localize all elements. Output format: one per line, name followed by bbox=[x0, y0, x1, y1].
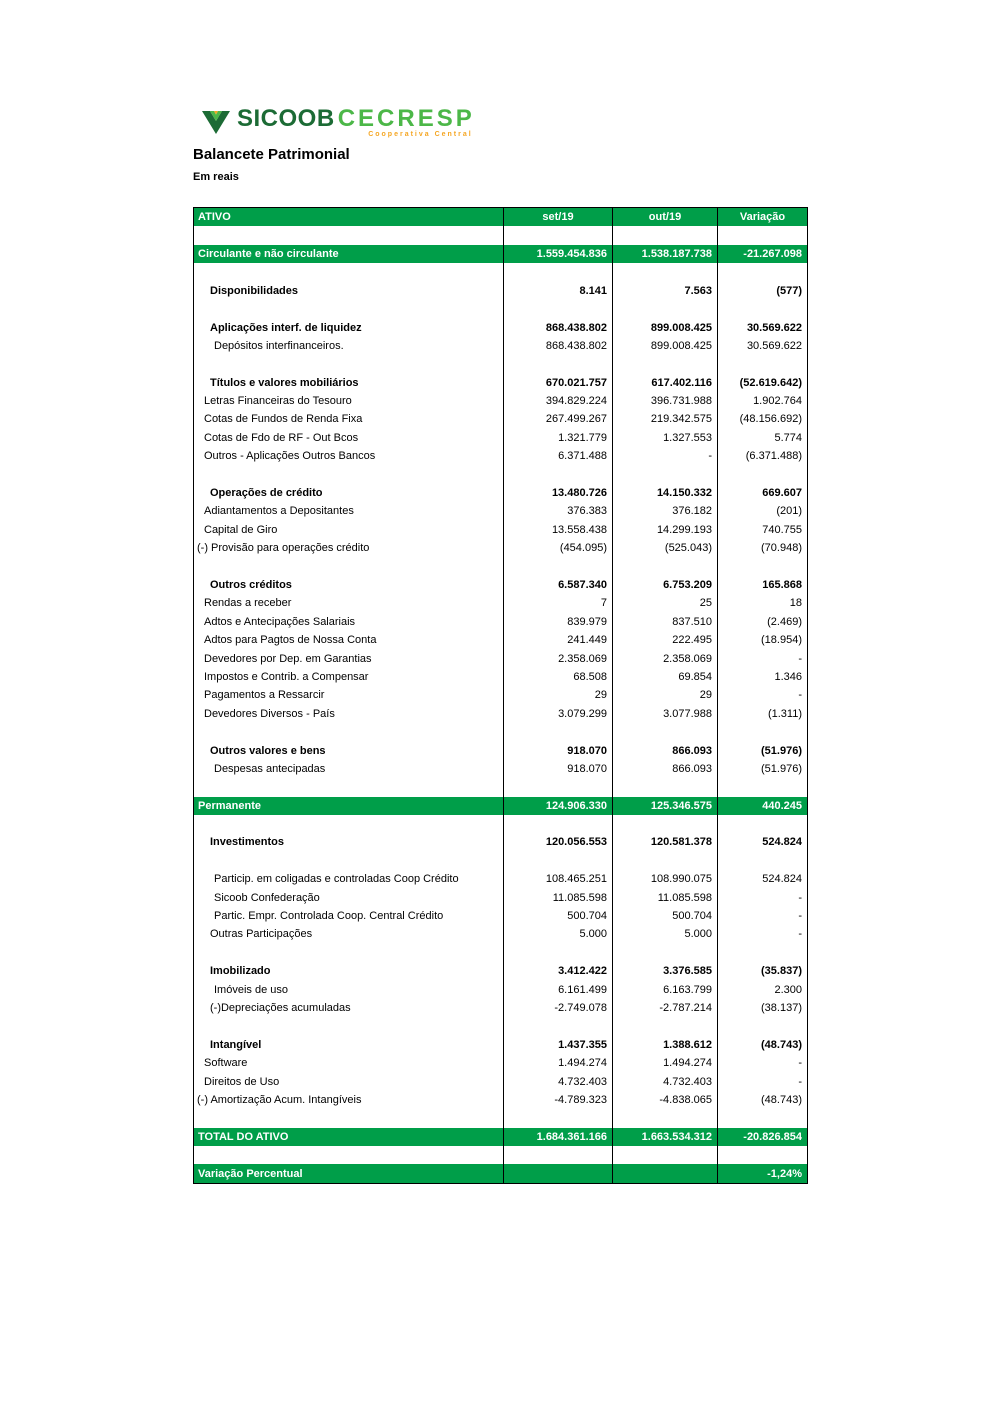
row-value: 669.607 bbox=[718, 484, 808, 502]
row-value bbox=[504, 1164, 613, 1183]
logo-wordmark bbox=[237, 106, 475, 132]
table-row bbox=[194, 888, 808, 906]
table-header-row bbox=[194, 208, 808, 227]
row-value bbox=[613, 1109, 718, 1127]
row-value: 13.558.438 bbox=[504, 521, 613, 539]
row-value: 837.510 bbox=[613, 613, 718, 631]
row-value bbox=[504, 723, 613, 741]
row-label: Outros - Aplicações Outros Bancos bbox=[194, 447, 504, 465]
row-value: - bbox=[613, 447, 718, 465]
row-value: 222.495 bbox=[613, 631, 718, 649]
row-value: -4.838.065 bbox=[613, 1091, 718, 1109]
row-value: 3.077.988 bbox=[613, 705, 718, 723]
balance-table bbox=[193, 207, 808, 1184]
row-value: 2.358.069 bbox=[613, 649, 718, 667]
row-label bbox=[194, 778, 504, 796]
table-row bbox=[194, 613, 808, 631]
table-row bbox=[194, 999, 808, 1017]
row-value: - bbox=[718, 925, 808, 943]
row-value bbox=[504, 815, 613, 833]
row-value: 29 bbox=[613, 686, 718, 704]
spacer-row bbox=[194, 557, 808, 575]
row-label bbox=[194, 723, 504, 741]
row-value: -2.787.214 bbox=[613, 999, 718, 1017]
table-row bbox=[194, 760, 808, 778]
row-label bbox=[194, 852, 504, 870]
row-value: 30.569.622 bbox=[718, 337, 808, 355]
row-value: 6.161.499 bbox=[504, 980, 613, 998]
table-row bbox=[194, 1072, 808, 1090]
row-value: 11.085.598 bbox=[613, 888, 718, 906]
column-header-variacao: Variação bbox=[718, 208, 808, 227]
row-label bbox=[194, 226, 504, 244]
row-value: - bbox=[718, 1072, 808, 1090]
row-value bbox=[504, 1109, 613, 1127]
row-value bbox=[613, 1164, 718, 1183]
sicoob-logo-icon bbox=[201, 108, 231, 136]
spacer-row bbox=[194, 465, 808, 483]
row-value: 396.731.988 bbox=[613, 392, 718, 410]
row-value bbox=[613, 263, 718, 281]
row-label bbox=[194, 557, 504, 575]
row-value: 241.449 bbox=[504, 631, 613, 649]
row-value: 524.824 bbox=[718, 833, 808, 851]
row-value: 3.412.422 bbox=[504, 962, 613, 980]
row-label: (-)Depreciações acumuladas bbox=[194, 999, 504, 1017]
row-value bbox=[504, 557, 613, 575]
table-row bbox=[194, 502, 808, 520]
row-value: 30.569.622 bbox=[718, 318, 808, 336]
row-label: Aplicações interf. de liquidez bbox=[194, 318, 504, 336]
row-value: (48.743) bbox=[718, 1091, 808, 1109]
row-value: (6.371.488) bbox=[718, 447, 808, 465]
row-value: 918.070 bbox=[504, 741, 613, 759]
row-label bbox=[194, 300, 504, 318]
row-value: 1.559.454.836 bbox=[504, 245, 613, 263]
table-row bbox=[194, 1054, 808, 1072]
row-value: 124.906.330 bbox=[504, 797, 613, 815]
logo-subbrand-text: CECRESP bbox=[337, 105, 475, 132]
row-value: -2.749.078 bbox=[504, 999, 613, 1017]
row-label: Sicoob Confederação bbox=[194, 888, 504, 906]
row-label: Investimentos bbox=[194, 833, 504, 851]
table-row bbox=[194, 668, 808, 686]
row-value: 14.150.332 bbox=[613, 484, 718, 502]
row-value bbox=[718, 300, 808, 318]
row-label: Despesas antecipadas bbox=[194, 760, 504, 778]
table-row bbox=[194, 741, 808, 759]
row-value bbox=[504, 355, 613, 373]
table-row bbox=[194, 539, 808, 557]
row-value: 7 bbox=[504, 594, 613, 612]
row-label: Operações de crédito bbox=[194, 484, 504, 502]
row-value: (1.311) bbox=[718, 705, 808, 723]
row-value bbox=[504, 465, 613, 483]
row-label bbox=[194, 815, 504, 833]
column-header-out19: out/19 bbox=[613, 208, 718, 227]
table-row bbox=[194, 1091, 808, 1109]
row-value: -21.267.098 bbox=[718, 245, 808, 263]
row-value: 108.465.251 bbox=[504, 870, 613, 888]
row-value: 1.538.187.738 bbox=[613, 245, 718, 263]
row-label: Disponibilidades bbox=[194, 282, 504, 300]
row-value: 4.732.403 bbox=[504, 1072, 613, 1090]
row-value: (201) bbox=[718, 502, 808, 520]
row-value: 25 bbox=[613, 594, 718, 612]
row-label: Intangível bbox=[194, 1036, 504, 1054]
table-row bbox=[194, 337, 808, 355]
row-value: 376.182 bbox=[613, 502, 718, 520]
table-row bbox=[194, 576, 808, 594]
row-value: 868.438.802 bbox=[504, 337, 613, 355]
spacer-row bbox=[194, 852, 808, 870]
row-value bbox=[613, 465, 718, 483]
row-value: 868.438.802 bbox=[504, 318, 613, 336]
row-label: Adtos e Antecipações Salariais bbox=[194, 613, 504, 631]
spacer-row bbox=[194, 263, 808, 281]
row-value bbox=[504, 226, 613, 244]
row-label: TOTAL DO ATIVO bbox=[194, 1128, 504, 1146]
row-label: Capital de Giro bbox=[194, 521, 504, 539]
row-value bbox=[718, 465, 808, 483]
spacer-row bbox=[194, 1017, 808, 1035]
row-label: Direitos de Uso bbox=[194, 1072, 504, 1090]
row-value bbox=[613, 944, 718, 962]
spacer-row bbox=[194, 226, 808, 244]
row-label: Devedores por Dep. em Garantias bbox=[194, 649, 504, 667]
table-row bbox=[194, 980, 808, 998]
row-value: 120.581.378 bbox=[613, 833, 718, 851]
row-value bbox=[504, 1017, 613, 1035]
row-label: (-) Provisão para operações crédito bbox=[194, 539, 504, 557]
table-row bbox=[194, 649, 808, 667]
row-value: 1.684.361.166 bbox=[504, 1128, 613, 1146]
row-value: 29 bbox=[504, 686, 613, 704]
table-row bbox=[194, 521, 808, 539]
table-row bbox=[194, 907, 808, 925]
row-value: 670.021.757 bbox=[504, 374, 613, 392]
spacer-row bbox=[194, 300, 808, 318]
row-label: Particip. em coligadas e controladas Coop Crédito bbox=[194, 870, 504, 888]
row-value: 5.000 bbox=[504, 925, 613, 943]
row-value: 1.494.274 bbox=[613, 1054, 718, 1072]
row-value bbox=[718, 263, 808, 281]
row-value bbox=[718, 1017, 808, 1035]
row-label: Variação Percentual bbox=[194, 1164, 504, 1183]
row-value: 866.093 bbox=[613, 760, 718, 778]
row-value: 7.563 bbox=[613, 282, 718, 300]
row-value: 866.093 bbox=[613, 741, 718, 759]
column-header-ativo: ATIVO bbox=[194, 208, 504, 227]
row-value bbox=[613, 226, 718, 244]
page-subtitle: Em reais bbox=[193, 171, 239, 183]
row-value: (18.954) bbox=[718, 631, 808, 649]
row-value: (38.137) bbox=[718, 999, 808, 1017]
row-value: 3.079.299 bbox=[504, 705, 613, 723]
row-value: 69.854 bbox=[613, 668, 718, 686]
logo-tagline: Cooperativa Central bbox=[368, 131, 473, 138]
row-value: 2.300 bbox=[718, 980, 808, 998]
row-label bbox=[194, 1109, 504, 1127]
row-value: -4.789.323 bbox=[504, 1091, 613, 1109]
row-label: (-) Amortização Acum. Intangíveis bbox=[194, 1091, 504, 1109]
row-label: Imobilizado bbox=[194, 962, 504, 980]
row-label bbox=[194, 944, 504, 962]
row-value: (48.156.692) bbox=[718, 410, 808, 428]
row-value: 500.704 bbox=[504, 907, 613, 925]
section-row bbox=[194, 245, 808, 263]
spacer-row bbox=[194, 1146, 808, 1164]
spacer-row bbox=[194, 815, 808, 833]
row-label: Pagamentos a Ressarcir bbox=[194, 686, 504, 704]
row-label: Letras Financeiras do Tesouro bbox=[194, 392, 504, 410]
table-row bbox=[194, 870, 808, 888]
row-value bbox=[613, 355, 718, 373]
table-row bbox=[194, 925, 808, 943]
row-value: 125.346.575 bbox=[613, 797, 718, 815]
row-value: -1,24% bbox=[718, 1164, 808, 1183]
row-label: Títulos e valores mobiliários bbox=[194, 374, 504, 392]
spacer-row bbox=[194, 778, 808, 796]
row-value: 1.902.764 bbox=[718, 392, 808, 410]
row-value: 918.070 bbox=[504, 760, 613, 778]
row-value bbox=[718, 852, 808, 870]
row-value: 108.990.075 bbox=[613, 870, 718, 888]
row-value: 13.480.726 bbox=[504, 484, 613, 502]
spacer-row bbox=[194, 944, 808, 962]
table-row bbox=[194, 833, 808, 851]
row-value: - bbox=[718, 888, 808, 906]
table-row bbox=[194, 631, 808, 649]
row-label: Circulante e não circulante bbox=[194, 245, 504, 263]
row-label: Adiantamentos a Depositantes bbox=[194, 502, 504, 520]
row-value: (48.743) bbox=[718, 1036, 808, 1054]
row-value bbox=[504, 300, 613, 318]
row-value: 839.979 bbox=[504, 613, 613, 631]
row-value: 500.704 bbox=[613, 907, 718, 925]
row-value bbox=[718, 778, 808, 796]
row-value: 11.085.598 bbox=[504, 888, 613, 906]
row-value bbox=[613, 723, 718, 741]
row-value bbox=[504, 1146, 613, 1164]
row-label bbox=[194, 465, 504, 483]
row-label bbox=[194, 1146, 504, 1164]
row-value: 3.376.585 bbox=[613, 962, 718, 980]
row-label: Outras Participações bbox=[194, 925, 504, 943]
row-value: 617.402.116 bbox=[613, 374, 718, 392]
row-label bbox=[194, 263, 504, 281]
row-value: 1.321.779 bbox=[504, 429, 613, 447]
row-value: 899.008.425 bbox=[613, 337, 718, 355]
table-row bbox=[194, 447, 808, 465]
row-label: Outros valores e bens bbox=[194, 741, 504, 759]
row-value bbox=[613, 852, 718, 870]
logo-brand-text: SICOOB bbox=[237, 105, 335, 132]
row-label: Adtos para Pagtos de Nossa Conta bbox=[194, 631, 504, 649]
row-value bbox=[504, 778, 613, 796]
row-value bbox=[613, 1017, 718, 1035]
row-value: 165.868 bbox=[718, 576, 808, 594]
table-row bbox=[194, 374, 808, 392]
row-value: 394.829.224 bbox=[504, 392, 613, 410]
row-value: 6.753.209 bbox=[613, 576, 718, 594]
section-row bbox=[194, 797, 808, 815]
row-value: (454.095) bbox=[504, 539, 613, 557]
row-value: 14.299.193 bbox=[613, 521, 718, 539]
row-value: 1.437.355 bbox=[504, 1036, 613, 1054]
table-row bbox=[194, 318, 808, 336]
table-row bbox=[194, 686, 808, 704]
table-row bbox=[194, 282, 808, 300]
column-header-set19: set/19 bbox=[504, 208, 613, 227]
logo-text bbox=[237, 106, 475, 138]
row-value: 5.000 bbox=[613, 925, 718, 943]
table-row bbox=[194, 962, 808, 980]
row-value: 2.358.069 bbox=[504, 649, 613, 667]
row-value: 4.732.403 bbox=[613, 1072, 718, 1090]
row-value bbox=[613, 815, 718, 833]
row-value bbox=[613, 1146, 718, 1164]
table-row bbox=[194, 429, 808, 447]
row-value bbox=[718, 815, 808, 833]
row-value: 8.141 bbox=[504, 282, 613, 300]
row-value bbox=[613, 300, 718, 318]
row-value bbox=[718, 944, 808, 962]
row-value: 1.388.612 bbox=[613, 1036, 718, 1054]
row-value bbox=[504, 263, 613, 281]
table-row bbox=[194, 594, 808, 612]
table-row bbox=[194, 410, 808, 428]
row-value: 376.383 bbox=[504, 502, 613, 520]
row-value: -20.826.854 bbox=[718, 1128, 808, 1146]
row-value: 740.755 bbox=[718, 521, 808, 539]
row-value: 267.499.267 bbox=[504, 410, 613, 428]
row-value: 219.342.575 bbox=[613, 410, 718, 428]
row-value bbox=[718, 226, 808, 244]
row-value: 1.663.534.312 bbox=[613, 1128, 718, 1146]
row-label bbox=[194, 355, 504, 373]
row-value: (577) bbox=[718, 282, 808, 300]
row-label bbox=[194, 1017, 504, 1035]
row-label: Software bbox=[194, 1054, 504, 1072]
spacer-row bbox=[194, 355, 808, 373]
logo bbox=[201, 106, 475, 138]
row-label: Depósitos interfinanceiros. bbox=[194, 337, 504, 355]
row-value bbox=[613, 778, 718, 796]
row-value: 440.245 bbox=[718, 797, 808, 815]
row-label: Permanente bbox=[194, 797, 504, 815]
row-value: 5.774 bbox=[718, 429, 808, 447]
row-value: (525.043) bbox=[613, 539, 718, 557]
section-row bbox=[194, 1164, 808, 1183]
row-label: Cotas de Fdo de RF - Out Bcos bbox=[194, 429, 504, 447]
row-value: 1.494.274 bbox=[504, 1054, 613, 1072]
row-value bbox=[718, 355, 808, 373]
row-value: 524.824 bbox=[718, 870, 808, 888]
row-label: Cotas de Fundos de Renda Fixa bbox=[194, 410, 504, 428]
row-value: (52.619.642) bbox=[718, 374, 808, 392]
row-value: 1.346 bbox=[718, 668, 808, 686]
row-label: Impostos e Contrib. a Compensar bbox=[194, 668, 504, 686]
row-label: Outros créditos bbox=[194, 576, 504, 594]
row-value: 1.327.553 bbox=[613, 429, 718, 447]
row-value: (51.976) bbox=[718, 741, 808, 759]
row-value bbox=[718, 723, 808, 741]
table-row bbox=[194, 1036, 808, 1054]
row-value bbox=[718, 557, 808, 575]
row-label: Rendas a receber bbox=[194, 594, 504, 612]
section-row bbox=[194, 1128, 808, 1146]
row-value bbox=[613, 557, 718, 575]
row-value bbox=[504, 944, 613, 962]
row-value: - bbox=[718, 649, 808, 667]
row-value: (2.469) bbox=[718, 613, 808, 631]
table-row bbox=[194, 392, 808, 410]
row-value bbox=[718, 1146, 808, 1164]
row-value: 6.163.799 bbox=[613, 980, 718, 998]
spacer-row bbox=[194, 1109, 808, 1127]
row-value bbox=[504, 852, 613, 870]
row-value: 120.056.553 bbox=[504, 833, 613, 851]
row-value: 899.008.425 bbox=[613, 318, 718, 336]
row-value: 68.508 bbox=[504, 668, 613, 686]
row-value: - bbox=[718, 1054, 808, 1072]
row-value: - bbox=[718, 686, 808, 704]
row-value: (35.837) bbox=[718, 962, 808, 980]
row-label: Imóveis de uso bbox=[194, 980, 504, 998]
table-row bbox=[194, 484, 808, 502]
row-value: (51.976) bbox=[718, 760, 808, 778]
row-value: - bbox=[718, 907, 808, 925]
row-label: Partic. Empr. Controlada Coop. Central Crédito bbox=[194, 907, 504, 925]
row-label: Devedores Diversos - País bbox=[194, 705, 504, 723]
row-value: 18 bbox=[718, 594, 808, 612]
row-value: (70.948) bbox=[718, 539, 808, 557]
row-value bbox=[718, 1109, 808, 1127]
balance-table-body bbox=[194, 226, 808, 1183]
table-row bbox=[194, 705, 808, 723]
page-title: Balancete Patrimonial bbox=[193, 146, 350, 163]
row-value: 6.371.488 bbox=[504, 447, 613, 465]
spacer-row bbox=[194, 723, 808, 741]
row-value: 6.587.340 bbox=[504, 576, 613, 594]
